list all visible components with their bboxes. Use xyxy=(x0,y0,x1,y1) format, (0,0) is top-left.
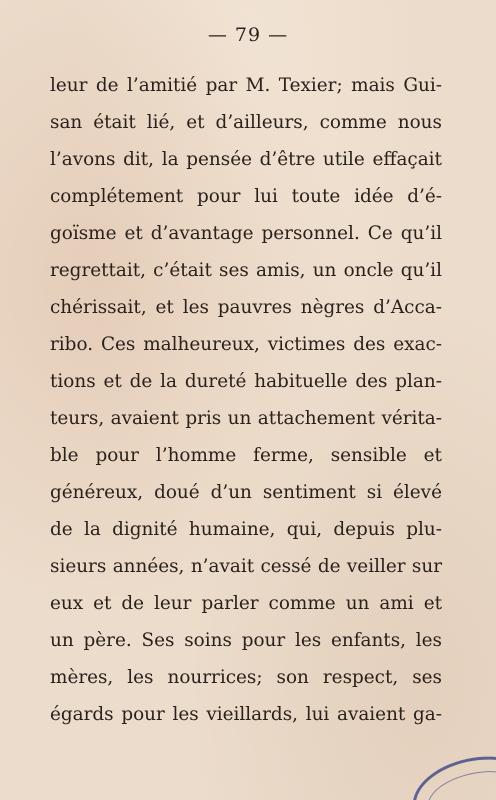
text-line-17 xyxy=(50,659,442,696)
word: de xyxy=(129,371,153,392)
word: pour xyxy=(241,630,286,651)
body-text xyxy=(50,67,442,733)
word: victimes xyxy=(267,334,346,355)
word: ribo. xyxy=(50,334,94,355)
word: leur xyxy=(154,593,192,614)
word: était xyxy=(93,112,136,133)
word: ga- xyxy=(413,704,442,725)
word: et xyxy=(103,371,122,392)
word: un xyxy=(227,408,252,429)
word: Ces xyxy=(100,334,136,355)
text-line-10 xyxy=(50,400,442,437)
text-line-18 xyxy=(50,696,442,733)
word: lui xyxy=(305,704,330,725)
text-line-13 xyxy=(50,511,442,548)
word: sentiment xyxy=(262,482,356,503)
word: ble xyxy=(50,445,79,466)
text-line-12 xyxy=(50,474,442,511)
word: sieurs xyxy=(50,556,107,577)
word: ami xyxy=(379,593,414,614)
word: personnel. xyxy=(261,223,360,244)
page-number: — 79 — xyxy=(207,24,289,46)
word: teurs, xyxy=(50,408,105,429)
word: dit, xyxy=(123,149,155,170)
word: les xyxy=(294,630,322,651)
word: avaient xyxy=(336,704,406,725)
text-line-16 xyxy=(50,622,442,659)
word: un xyxy=(50,630,74,651)
text-line-1 xyxy=(50,67,442,104)
word: des xyxy=(353,334,386,355)
word: goïsme xyxy=(50,223,117,244)
word: leur xyxy=(50,75,88,96)
word: les xyxy=(415,630,442,651)
word: enfants, xyxy=(330,630,406,651)
word: des xyxy=(355,371,388,392)
word: la xyxy=(83,519,101,540)
word: par xyxy=(205,75,238,96)
word: regrettait, xyxy=(50,260,146,281)
word: M. xyxy=(245,75,271,96)
word: Ses xyxy=(141,630,175,651)
word: de xyxy=(50,519,73,540)
word: d’être xyxy=(259,149,316,170)
word: complétement xyxy=(50,186,184,207)
text-line-8 xyxy=(50,326,442,363)
word: doué xyxy=(154,482,200,503)
word: si xyxy=(366,482,383,503)
word: cessé xyxy=(260,556,312,577)
word: n’avait xyxy=(190,556,255,577)
word: dignité xyxy=(112,519,178,540)
text-line-6 xyxy=(50,252,442,289)
word: tions xyxy=(50,371,96,392)
word: chérissait, xyxy=(50,297,147,318)
word: veiller xyxy=(346,556,406,577)
word: les xyxy=(127,667,154,688)
word: l’homme xyxy=(155,445,237,466)
text-line-14 xyxy=(50,548,442,585)
word: et xyxy=(423,445,442,466)
text-line-11 xyxy=(50,437,442,474)
word: pour xyxy=(121,704,165,725)
word: parler xyxy=(201,593,259,614)
word: exac- xyxy=(393,334,442,355)
word: sensible xyxy=(330,445,407,466)
word: et xyxy=(423,593,442,614)
word: oncle xyxy=(343,260,394,281)
word: Ce xyxy=(367,223,393,244)
word: toute xyxy=(291,186,341,207)
word: Texier; xyxy=(278,75,343,96)
word: et xyxy=(124,223,143,244)
word: san xyxy=(50,112,83,133)
word: de xyxy=(95,75,119,96)
word: années, xyxy=(112,556,185,577)
text-line-5 xyxy=(50,215,442,252)
word: dureté xyxy=(184,371,247,392)
word: ses xyxy=(219,260,249,281)
word: mais xyxy=(351,75,395,96)
word: l’avons xyxy=(50,149,116,170)
word: et xyxy=(155,297,174,318)
word: son xyxy=(276,667,309,688)
word: égards xyxy=(50,704,114,725)
word: humaine, xyxy=(188,519,276,540)
text-line-15 xyxy=(50,585,442,622)
word: père. xyxy=(83,630,132,651)
word: de xyxy=(121,593,145,614)
word: mères, xyxy=(50,667,114,688)
word: c’était xyxy=(153,260,212,281)
word: ferme, xyxy=(253,445,314,466)
word: un xyxy=(312,260,337,281)
word: comme xyxy=(268,593,336,614)
word: d’un xyxy=(210,482,252,503)
word: avaient xyxy=(110,408,179,429)
word: d’ailleurs, xyxy=(215,112,309,133)
word: nourrices; xyxy=(167,667,263,688)
text-line-9 xyxy=(50,363,442,400)
word: qu’il xyxy=(400,260,442,281)
text-line-3 xyxy=(50,141,442,178)
word: pris xyxy=(185,408,222,429)
text-line-7 xyxy=(50,289,442,326)
word: pauvres xyxy=(217,297,292,318)
word: et xyxy=(93,593,112,614)
word: comme xyxy=(319,112,387,133)
word: malheureux, xyxy=(143,334,260,355)
word: pour xyxy=(95,445,139,466)
word: de xyxy=(317,556,341,577)
word: d’Acca- xyxy=(373,297,442,318)
word: généreux, xyxy=(50,482,144,503)
word: et xyxy=(186,112,205,133)
word: plu- xyxy=(406,519,442,540)
word: ses xyxy=(412,667,442,688)
word: depuis xyxy=(333,519,395,540)
word: d’é- xyxy=(407,186,442,207)
word: lié, xyxy=(146,112,176,133)
word: un xyxy=(345,593,370,614)
library-stamp xyxy=(405,746,496,800)
word: attachement xyxy=(257,408,376,429)
word: qu’il xyxy=(400,223,442,244)
word: plan- xyxy=(395,371,442,392)
word: respect, xyxy=(322,667,399,688)
word: vieillards, xyxy=(206,704,298,725)
text-line-4 xyxy=(50,178,442,215)
word: utile xyxy=(322,149,365,170)
word: sur xyxy=(411,556,442,577)
word: idée xyxy=(354,186,394,207)
word: Gui- xyxy=(403,75,442,96)
word: les xyxy=(172,704,199,725)
word: les xyxy=(182,297,209,318)
word: pour xyxy=(196,186,241,207)
word: qui, xyxy=(286,519,323,540)
library-stamp-inner-ring xyxy=(423,763,496,800)
text-line-2 xyxy=(50,104,442,141)
word: la xyxy=(160,371,177,392)
word: soins xyxy=(184,630,232,651)
word: l’amitié xyxy=(127,75,198,96)
word: élevé xyxy=(393,482,442,503)
word: eux xyxy=(50,593,84,614)
word: amis, xyxy=(255,260,306,281)
word: lui xyxy=(254,186,278,207)
word: la xyxy=(161,149,179,170)
word: d’avantage xyxy=(150,223,254,244)
word: habituelle xyxy=(254,371,348,392)
word: nous xyxy=(397,112,442,133)
word: pensée xyxy=(186,149,252,170)
word: nègres xyxy=(300,297,365,318)
word: effaçait xyxy=(372,149,442,170)
word: vérita- xyxy=(381,408,442,429)
